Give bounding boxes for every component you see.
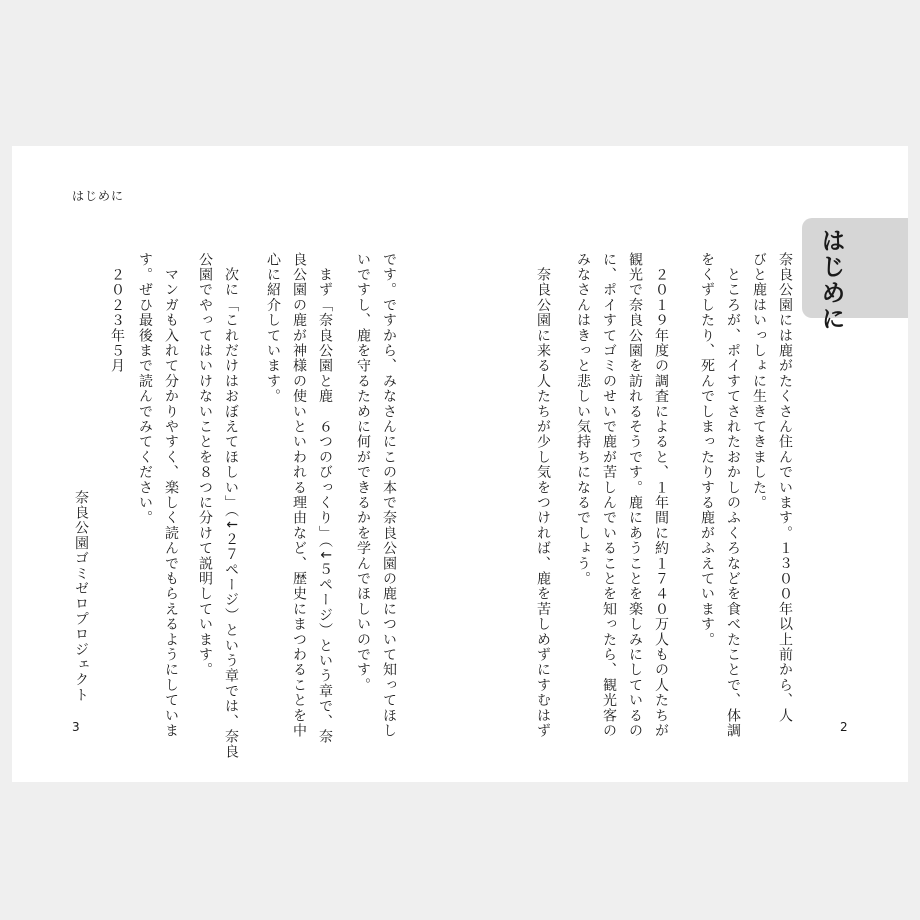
text-column: ２０１９年度の調査によると、１年間に約１７４０万人もの人たちが: [653, 252, 669, 739]
page-number-right: 2: [840, 720, 848, 734]
signature: 奈良公園ゴミゼロプロジェクト: [73, 490, 89, 703]
text-column: みなさんはきっと悲しい気持ちになるでしょう。: [575, 252, 591, 587]
text-column: ２０２３年５月: [109, 252, 125, 374]
text-column: びと鹿はいっしょに生きてきました。: [751, 252, 767, 511]
text-column: 心に紹介しています。: [265, 252, 281, 404]
text-column: に、ポイすてゴミのせいで鹿が苦しんでいることを知ったら、観光客の: [601, 252, 617, 739]
running-head: はじめに: [72, 189, 125, 203]
text-column: をくずしたり、死んでしまったりする鹿がふえています。: [699, 252, 715, 648]
text-column: 公園でやってはいけないことを８つに分けて説明しています。: [197, 252, 213, 678]
text-column: ところが、ポイすてされたおかしのふくろなどを食べたことで、体調: [725, 252, 741, 739]
text-column: 次に「これだけはおぼえてほしい」（↓２７ページ）という章では、奈良: [223, 252, 239, 760]
chapter-title: はじめに: [817, 228, 845, 332]
text-column: 良公園の鹿が神様の使いといわれる理由など、歴史にまつわることを中: [291, 252, 307, 739]
text-column: です。ですから、みなさんにこの本で奈良公園の鹿について知ってほし: [381, 252, 397, 739]
text-column: 観光で奈良公園を訪れるそうです。鹿にあうことを楽しみにしているの: [627, 252, 643, 739]
text-column: マンガも入れて分かりやすく、楽しく読んでもらえるようにしていま: [163, 252, 179, 739]
text-column: 奈良公園には鹿がたくさん住んでいます。１３００年以上前から、人: [777, 252, 793, 724]
book-spread: [12, 146, 908, 782]
text-column: まず「奈良公園と鹿 ６つのびっくり」（↓５ページ）という章で、奈: [317, 252, 333, 745]
page-number-left: 3: [72, 720, 80, 734]
text-column: 奈良公園に来る人たちが少し気をつければ、鹿を苦しめずにすむはず: [535, 252, 551, 739]
text-column: いですし、鹿を守るために何ができるかを学んでほしいのです。: [355, 252, 371, 693]
text-column: す。ぜひ最後まで読んでみてください。: [137, 252, 153, 526]
